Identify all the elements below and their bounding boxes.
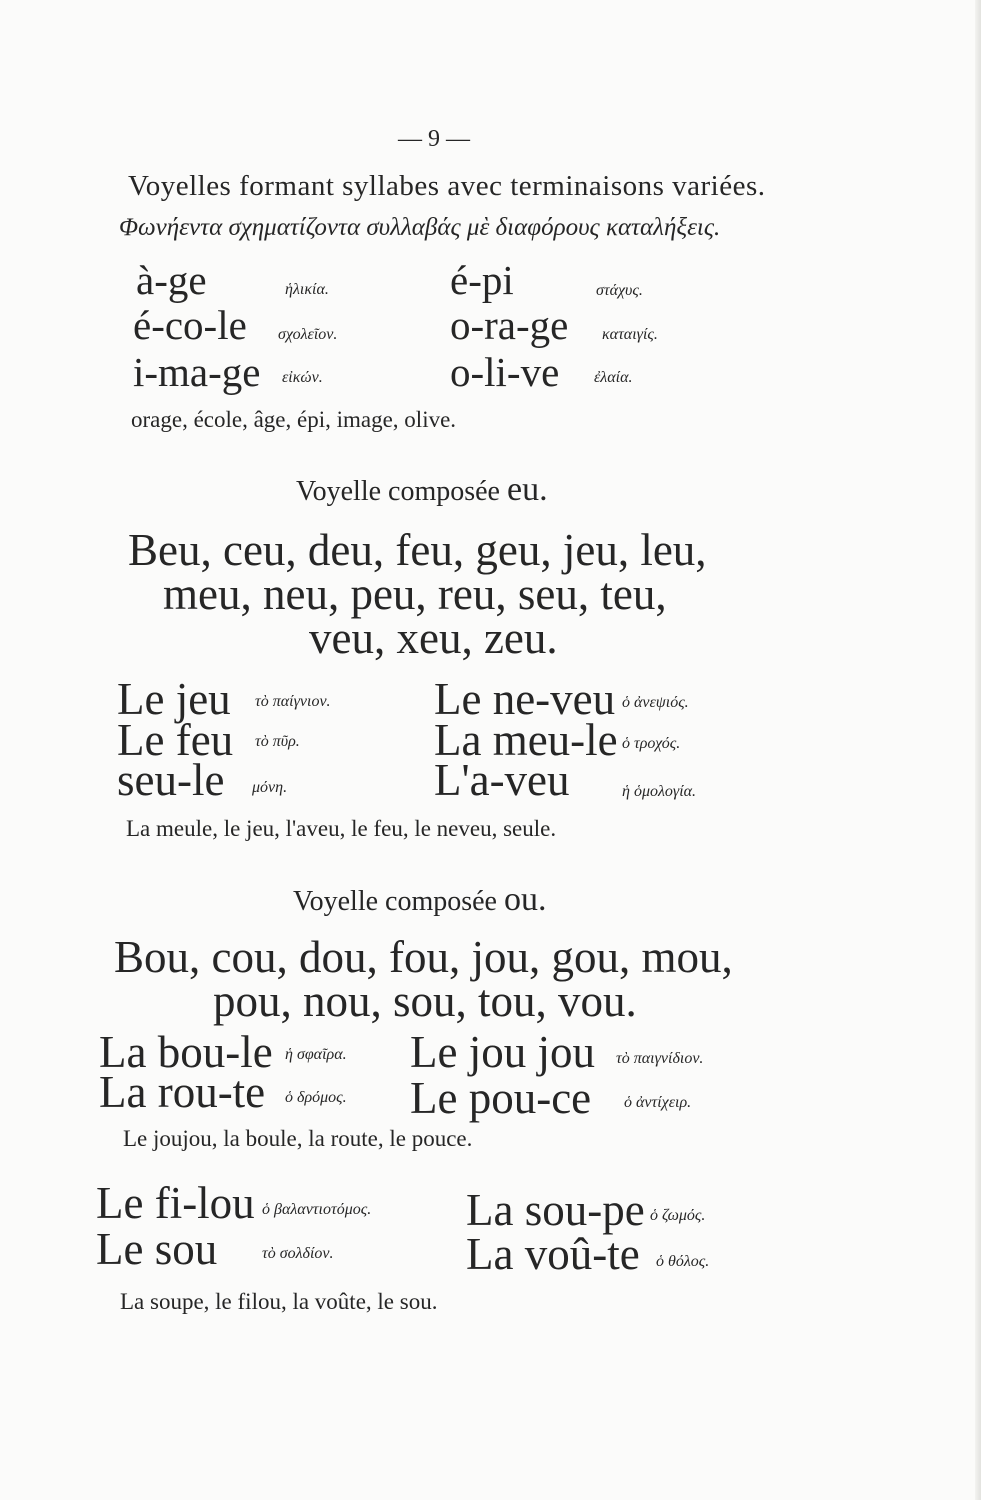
section1-heading-gr: Φωνήεντα σχηματίζοντα συλλαβάς μὲ διαφόρους καταλήξεις. (119, 214, 721, 241)
s2-left-word-3: seu-le (117, 755, 225, 805)
s3-left-gloss-2: ὁ δρόμος. (285, 1089, 347, 1106)
s2-left-word-1: Le jeu (117, 674, 231, 724)
s3-left-word-2: La rou-te (99, 1067, 266, 1117)
s4-left-gloss-2: τὸ σολδίον. (262, 1245, 334, 1262)
s1-left-word-1: à-ge (136, 257, 207, 303)
s2-right-gloss-3: ἡ ὁμολογία. (622, 783, 697, 800)
s2-right-gloss-1: ὁ ἀνεψιός. (622, 694, 689, 711)
s1-right-gloss-1: στάχυς. (596, 282, 643, 299)
s2-right-word-2: La meu-le (434, 715, 618, 765)
s1-left-word-3: i-ma-ge (133, 349, 261, 395)
s4-summary: La soupe, le filou, la voûte, le sou. (120, 1289, 438, 1314)
s3-left-word-1: La bou-le (99, 1027, 273, 1077)
s2-line-1: Beu, ceu, deu, feu, geu, jeu, leu, (128, 525, 707, 575)
s4-left-word-2: Le sou (96, 1224, 218, 1274)
s3-summary: Le joujou, la boule, la route, le pouce. (123, 1126, 473, 1151)
s2-right-gloss-2: ὁ τροχός. (622, 735, 681, 752)
page-edge-shadow (975, 0, 981, 1500)
s1-left-gloss-2: σχολεῖον. (278, 326, 338, 343)
s3-line-1: Bou, cou, dou, fou, jou, gou, mou, (114, 932, 733, 982)
s4-left-word-1: Le fi-lou (96, 1178, 255, 1228)
s3-right-gloss-1: τὸ παιγνίδιον. (616, 1050, 704, 1067)
s3-right-word-1: Le jou jou (410, 1027, 595, 1077)
s3-right-word-2: Le pou-ce (410, 1073, 592, 1123)
s1-left-gloss-1: ἡλικία. (285, 281, 329, 298)
s4-right-word-1: La sou-pe (466, 1185, 645, 1235)
section1-heading-fr: Voyelles formant syllabes avec terminaisons variées. (128, 170, 766, 202)
page-number: — 9 — (398, 126, 470, 152)
s1-right-word-1: é-pi (450, 257, 514, 303)
s2-heading-text: Voyelle composée (296, 476, 500, 507)
s1-right-gloss-3: ἐλαία. (594, 369, 633, 386)
s2-left-gloss-1: τὸ παίγνιον. (255, 693, 331, 710)
s2-right-word-3: L'a-veu (434, 755, 570, 805)
s1-summary: orage, école, âge, épi, image, olive. (131, 407, 457, 432)
s2-right-word-1: Le ne-veu (434, 674, 616, 724)
s2-left-gloss-3: μόνη. (252, 779, 288, 796)
s2-summary: La meule, le jeu, l'aveu, le feu, le neveu, seule. (126, 816, 557, 841)
s1-right-gloss-2: καταιγίς. (602, 326, 658, 343)
s3-line-2: pou, nou, sou, tou, vou. (213, 976, 637, 1026)
s1-right-word-3: o-li-ve (450, 349, 560, 395)
s4-left-gloss-1: ὁ βαλαντιοτόμος. (262, 1201, 372, 1218)
s2-line-3: veu, xeu, zeu. (309, 613, 558, 663)
s3-right-gloss-2: ὁ ἀντίχειρ. (624, 1094, 692, 1111)
s2-left-word-2: Le feu (117, 715, 234, 765)
s1-left-word-2: é-co-le (133, 302, 247, 348)
s3-heading (293, 883, 546, 917)
s3-heading-tail: ou. (503, 881, 547, 918)
s3-left-gloss-1: ἡ σφαῖρα. (285, 1046, 347, 1063)
s2-heading-tail: eu. (506, 471, 548, 508)
s3-heading-text: Voyelle composée (293, 886, 497, 917)
s1-right-word-2: o-ra-ge (450, 302, 569, 348)
s4-right-word-2: La voû-te (466, 1229, 640, 1279)
s2-left-gloss-2: τὸ πῦρ. (255, 733, 300, 750)
s2-heading (296, 473, 548, 507)
s4-right-gloss-1: ὁ ζωμός. (650, 1207, 706, 1224)
s2-line-2: meu, neu, peu, reu, seu, teu, (163, 569, 667, 619)
s1-left-gloss-3: εἰκών. (282, 369, 323, 386)
s4-right-gloss-2: ὁ θόλος. (656, 1253, 710, 1270)
